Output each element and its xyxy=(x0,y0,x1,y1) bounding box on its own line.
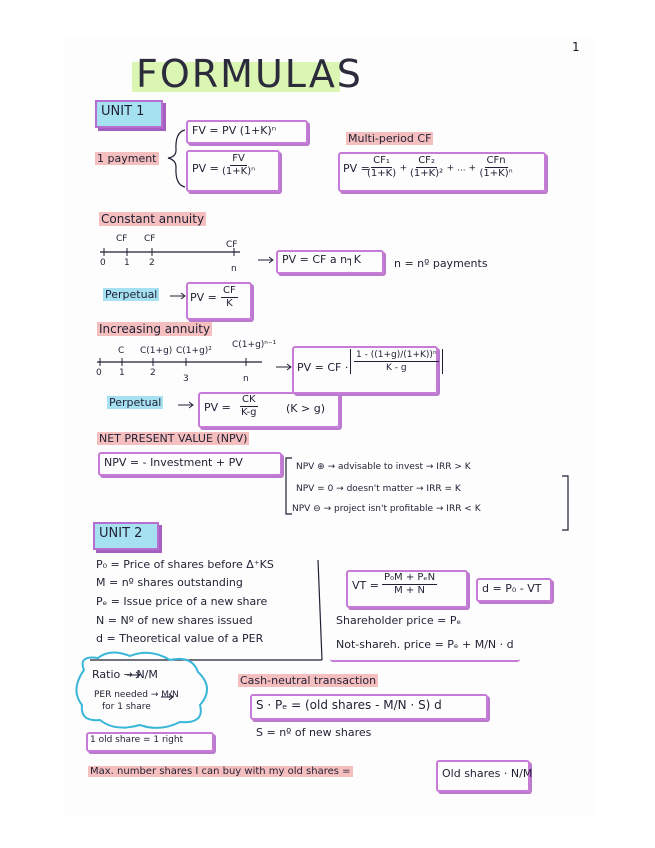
def-pe: Pₑ = Issue price of a new share xyxy=(96,595,268,608)
inc-perp-num: CK xyxy=(242,394,256,405)
perp-pv-label: PV = xyxy=(190,291,217,304)
inc-inner-num: 1 - ((1+g)/(1+K))ⁿ xyxy=(356,350,437,360)
timeline-2: 2 xyxy=(149,258,155,268)
pv-numerator: FV xyxy=(232,153,245,164)
constant-annuity-title: Constant annuity xyxy=(101,212,205,226)
timeline-cf2: CF xyxy=(144,234,156,244)
cash-neutral-title: Cash-neutral transaction xyxy=(240,674,377,687)
inc-cn: C(1+g)ⁿ⁻¹ xyxy=(232,340,277,350)
inc-perp-pv: PV = xyxy=(204,401,231,414)
multi-t2-num: CF₂ xyxy=(418,155,435,166)
inc-c2: C(1+g) xyxy=(140,346,173,356)
multi-pv-label: PV = xyxy=(343,162,370,175)
n-payments-note: n = nº payments xyxy=(394,257,488,270)
timeline-0: 0 xyxy=(100,258,106,268)
def-p0: P₀ = Price of shares before Δ⁺KS xyxy=(96,558,274,571)
npv-negative: NPV ⊖ → project isn't profitable → IRR < K xyxy=(292,504,481,514)
multi-tn-num: CFn xyxy=(486,155,506,166)
non-shareholder-price: Not-shareh. price = Pₑ + M/N · d xyxy=(336,638,514,651)
increasing-annuity-title: Increasing annuity xyxy=(99,322,211,336)
def-d: d = Theoretical value of a PER xyxy=(96,632,264,645)
inc-0: 0 xyxy=(96,368,102,378)
page-number: 1 xyxy=(572,40,580,54)
timeline-n: n xyxy=(231,264,237,274)
timeline-cfn: CF xyxy=(226,240,238,250)
vt-num: P₀M + PₑN xyxy=(384,572,436,583)
npv-title: NET PRESENT VALUE (NPV) xyxy=(99,432,248,445)
npv-formula: NPV = - Investment + PV xyxy=(104,456,243,469)
max-shares-text: Max. number shares I can buy with my old shares = xyxy=(90,766,351,777)
max-shares-formula: Old shares · N/M xyxy=(442,767,533,780)
per-needed-sub: for 1 share xyxy=(102,702,151,712)
pv-fraction xyxy=(222,153,255,178)
vt-den: M + N xyxy=(394,585,425,596)
page-title: FORMULAS xyxy=(136,52,363,96)
multi-t2-den: (1+K)² xyxy=(410,168,444,179)
multi-period-title: Multi-period CF xyxy=(348,132,432,145)
constant-formula: PV = CF a n┐K xyxy=(282,253,361,266)
inc-perp-cond: (K > g) xyxy=(286,402,325,415)
perp-num: CF xyxy=(223,285,236,296)
inc-perpetual-label: Perpetual xyxy=(109,396,162,409)
shareholder-price: Shareholder price = Pₑ xyxy=(336,614,462,627)
inc-2: 2 xyxy=(150,368,156,378)
inc-n: n xyxy=(243,374,249,384)
multi-dots: + ... + xyxy=(446,163,477,174)
def-n: N = Nº of new shares issued xyxy=(96,614,253,627)
inc-c3: C(1+g)² xyxy=(176,346,212,356)
multi-tn-den: (1+K)ⁿ xyxy=(479,168,513,179)
inc-c1: C xyxy=(118,346,125,356)
unit2-label: UNIT 2 xyxy=(99,526,143,541)
timeline-cf1: CF xyxy=(116,234,128,244)
pv-denominator: (1+K)ⁿ xyxy=(222,166,256,177)
ratio-text: Ratio → N/M xyxy=(92,668,158,681)
inc-inner-den: K - g xyxy=(385,363,407,373)
d-formula: d = P₀ - VT xyxy=(482,582,542,595)
npv-positive: NPV ⊕ → advisable to invest → IRR > K xyxy=(296,462,471,472)
perpetual-label: Perpetual xyxy=(105,288,158,301)
inc-perp-den: K-g xyxy=(241,407,257,418)
timeline-1: 1 xyxy=(124,258,130,268)
fv-formula: FV = PV (1+K)ⁿ xyxy=(192,124,277,137)
multi-t1-den: (1+K) xyxy=(367,168,397,179)
inc-3: 3 xyxy=(183,374,189,384)
s-definition: S = nº of new shares xyxy=(256,726,372,739)
cash-formula: S · Pₑ = (old shares - M/N · S) d xyxy=(256,698,442,712)
vt-label: VT = xyxy=(352,579,379,592)
perp-den: K xyxy=(226,298,233,309)
unit1-label: UNIT 1 xyxy=(101,104,145,119)
per-needed-text: PER needed → M/N xyxy=(94,690,179,700)
def-m: M = nº shares outstanding xyxy=(96,576,243,589)
one-payment-label: 1 payment xyxy=(97,152,157,165)
inc-formula-left: PV = CF · xyxy=(297,361,349,374)
pv-label: PV = xyxy=(192,162,219,175)
npv-zero: NPV = 0 → doesn't matter → IRR = K xyxy=(296,484,461,494)
multi-t1-num: CF₁ xyxy=(373,155,390,166)
shareholder-underline xyxy=(330,608,520,662)
inc-1: 1 xyxy=(119,368,125,378)
old-share-right: 1 old share = 1 right xyxy=(90,735,184,745)
